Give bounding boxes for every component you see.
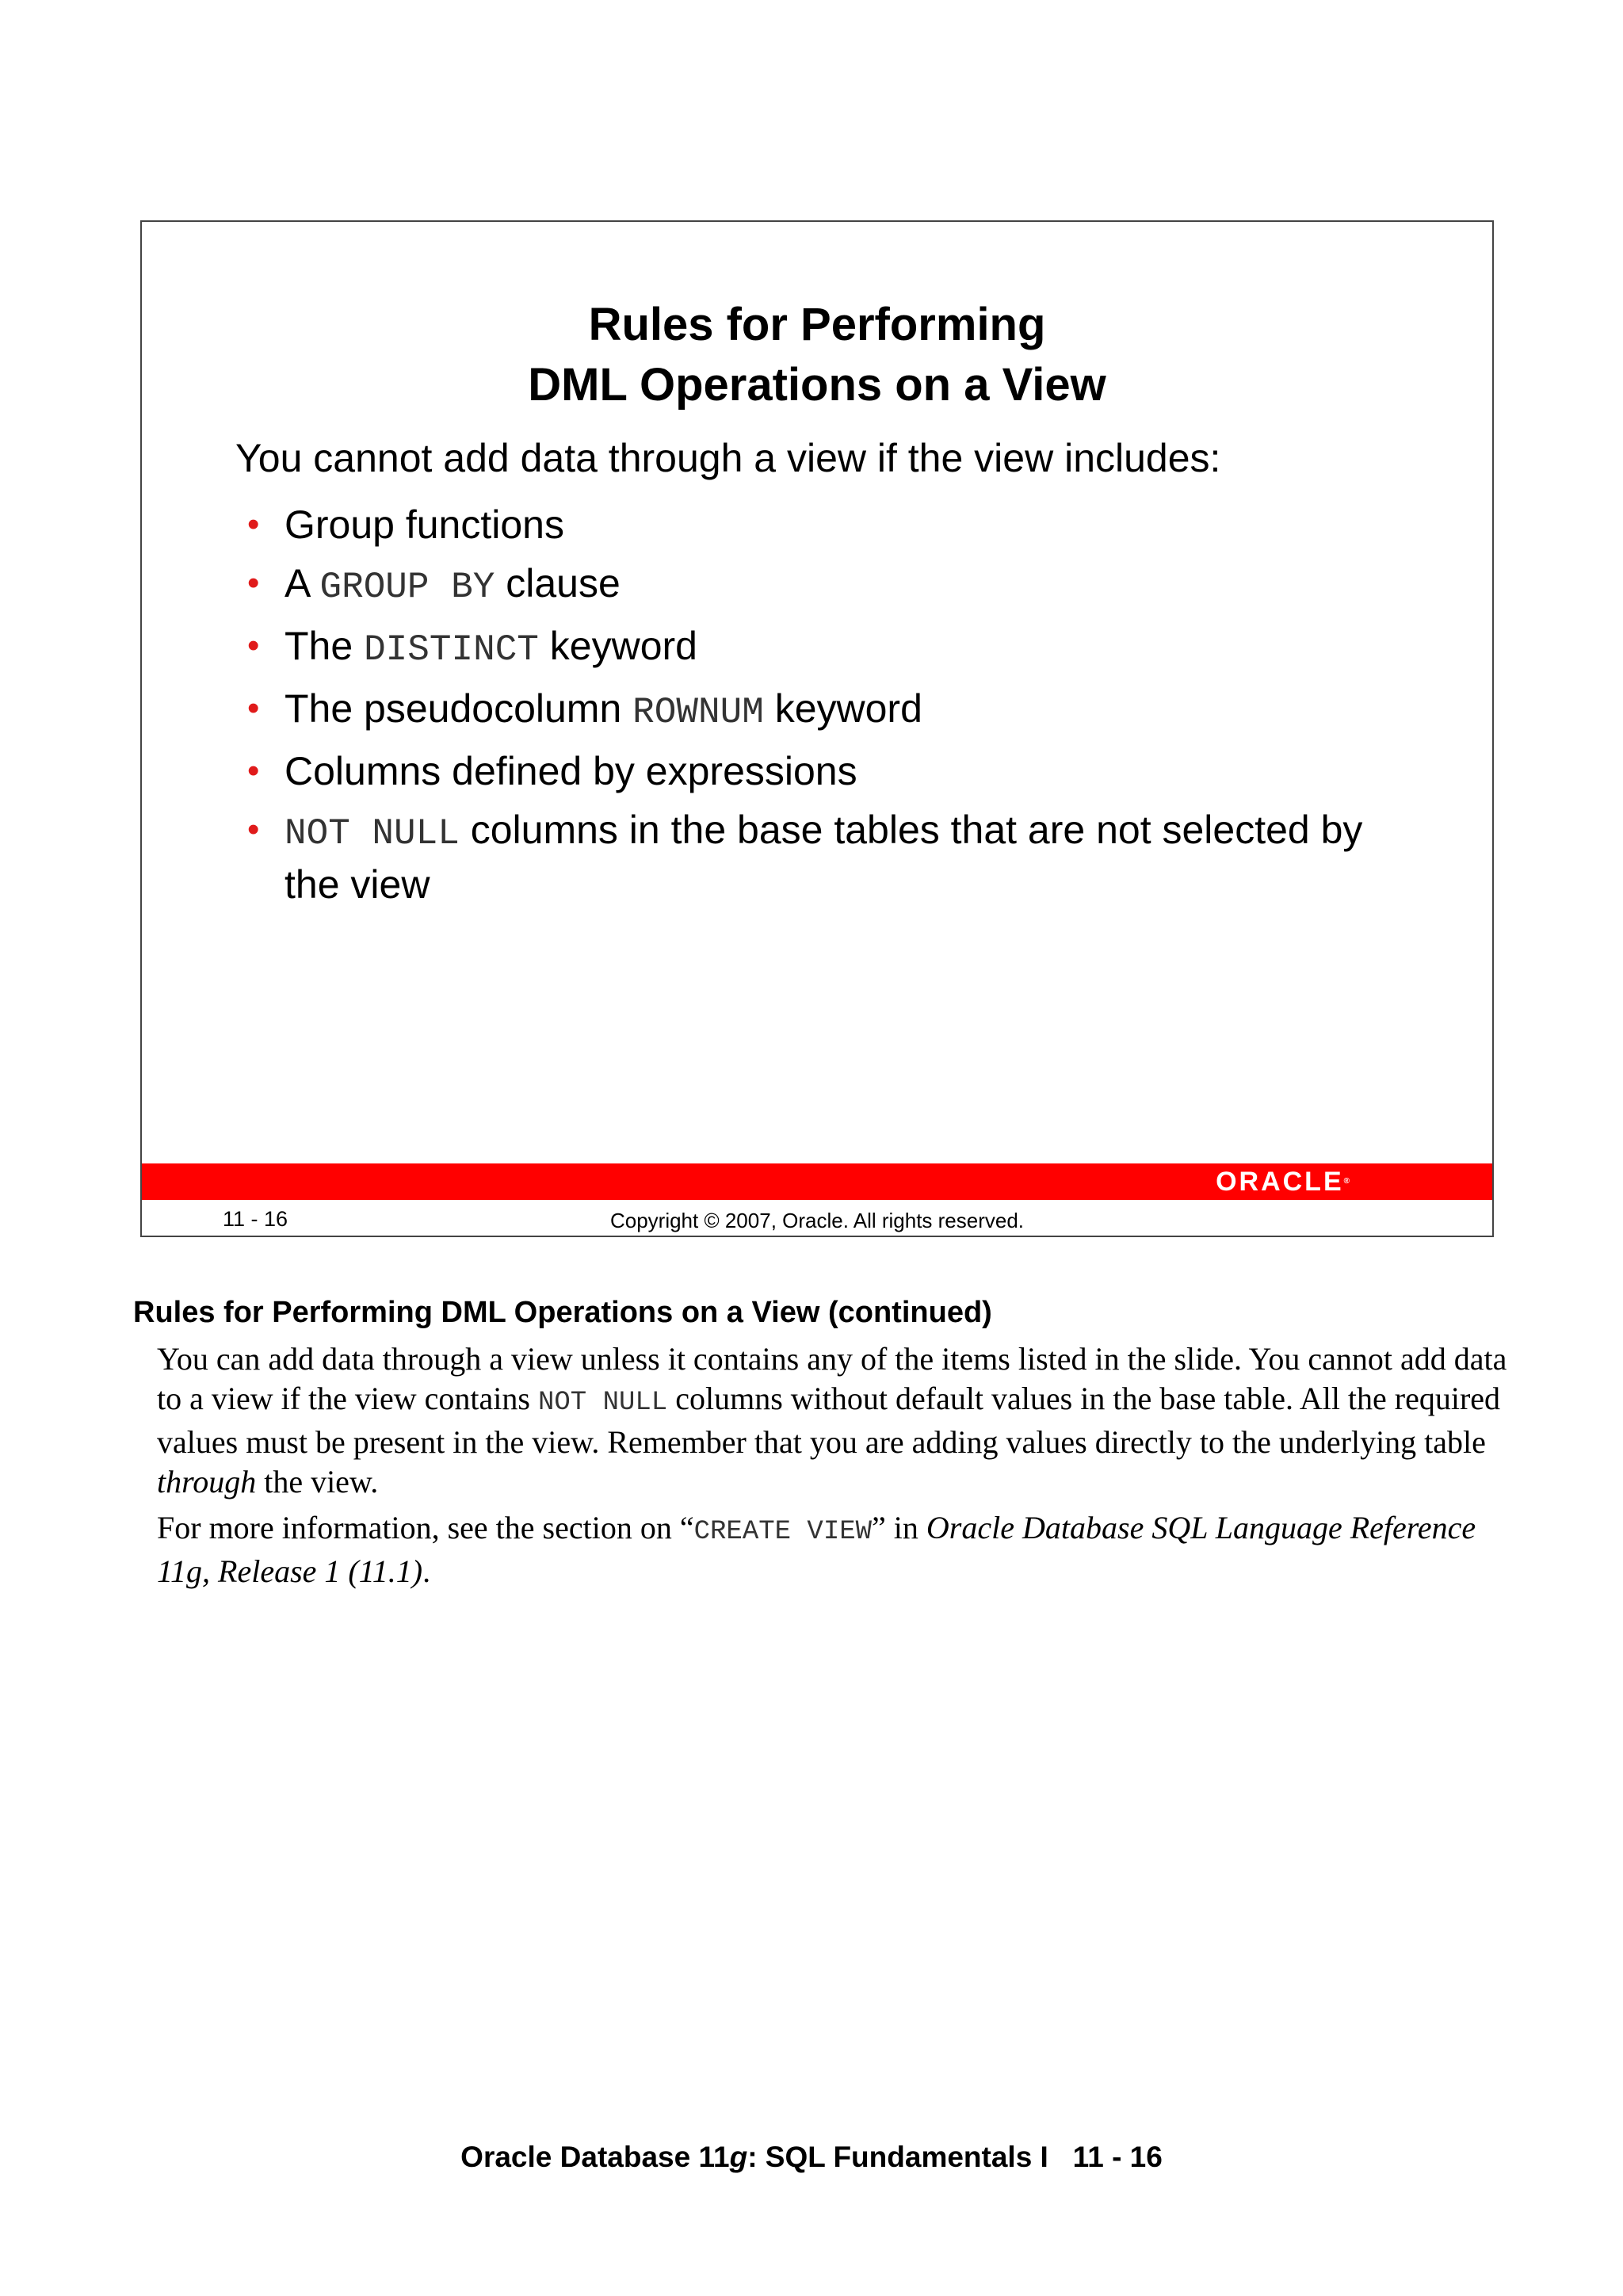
slide-copyright: Copyright © 2007, Oracle. All rights reserved.	[609, 1209, 1025, 1232]
notes-emphasis: through	[157, 1464, 257, 1499]
slide-intro: You cannot add data through a view if the view includes:	[235, 436, 1221, 480]
bullet-dot-icon: •	[247, 626, 260, 665]
footer-emphasis: g	[729, 2141, 748, 2173]
bullet-not-null	[247, 804, 1404, 910]
notes-text: ” in	[872, 1510, 926, 1545]
notes-text: You can add data through a view unless it contains any of the items listed in the slide. You cannot add data to a view if the view contains	[157, 1341, 1507, 1416]
code-keyword: CREATE VIEW	[693, 1517, 873, 1547]
bullet-group-functions	[247, 499, 1404, 550]
slide-title	[142, 295, 1492, 415]
code-keyword: ROWNUM	[632, 692, 764, 733]
slide-frame	[140, 220, 1494, 1237]
bullet-dot-icon: •	[247, 563, 260, 602]
bullet-text-post: keyword	[538, 624, 697, 668]
code-keyword: DISTINCT	[364, 629, 539, 670]
bullet-distinct	[247, 621, 1404, 675]
bullet-group-by	[247, 558, 1404, 613]
bullet-text-post: clause	[495, 561, 621, 606]
notes-heading: Rules for Performing DML Operations on a View (continued)	[133, 1296, 992, 1329]
footer-text-post: : SQL Fundamentals I 11 - 16	[747, 2141, 1163, 2173]
bullet-text-post: columns in the base tables that are not selected by the view	[285, 808, 1363, 907]
slide-page-number: 11 - 16	[223, 1207, 288, 1231]
notes-paragraph-1	[157, 1339, 1520, 1502]
bullet-text-pre: The	[285, 624, 365, 668]
notes-text: the view.	[256, 1464, 379, 1499]
code-keyword: NOT NULL	[285, 813, 460, 854]
bullet-text: Columns defined by expressions	[285, 749, 857, 793]
bullet-text-post: keyword	[763, 686, 922, 731]
bullet-text-pre: A	[285, 561, 320, 606]
bullet-expressions	[247, 746, 1404, 797]
bullet-text: Group functions	[285, 502, 564, 547]
oracle-logo-text: ORACLE	[1216, 1167, 1344, 1197]
code-keyword: NOT NULL	[537, 1388, 668, 1418]
notes-reference-title: Oracle Database SQL Language Reference 11g, Release 1 (11.1)	[157, 1510, 1476, 1589]
bullet-dot-icon: •	[247, 689, 260, 728]
bullet-text-pre: The pseudocolumn	[285, 686, 633, 731]
code-keyword: GROUP BY	[319, 567, 495, 608]
notes-text: For more information, see the section on “	[157, 1510, 694, 1545]
bullet-list	[247, 499, 1404, 918]
notes-paragraph-2	[157, 1508, 1520, 1591]
bullet-dot-icon: •	[247, 751, 260, 790]
page-footer	[0, 2140, 1623, 2175]
slide-title-line2: DML Operations on a View	[528, 359, 1106, 411]
registered-mark: ®	[1343, 1177, 1350, 1186]
bullet-dot-icon: •	[247, 505, 260, 544]
slide-title-line1: Rules for Performing	[588, 299, 1046, 350]
footer-text-pre: Oracle Database 11	[460, 2141, 730, 2173]
notes-body	[157, 1339, 1520, 1598]
oracle-logo	[1216, 1168, 1350, 1195]
notes-text: .	[422, 1553, 431, 1589]
notes-text: columns without default values in the base table. All the required values must be present in the view. Remember that you are adding values directly to the underlying table	[157, 1381, 1501, 1460]
bullet-dot-icon: •	[247, 810, 260, 849]
bullet-rownum	[247, 683, 1404, 738]
